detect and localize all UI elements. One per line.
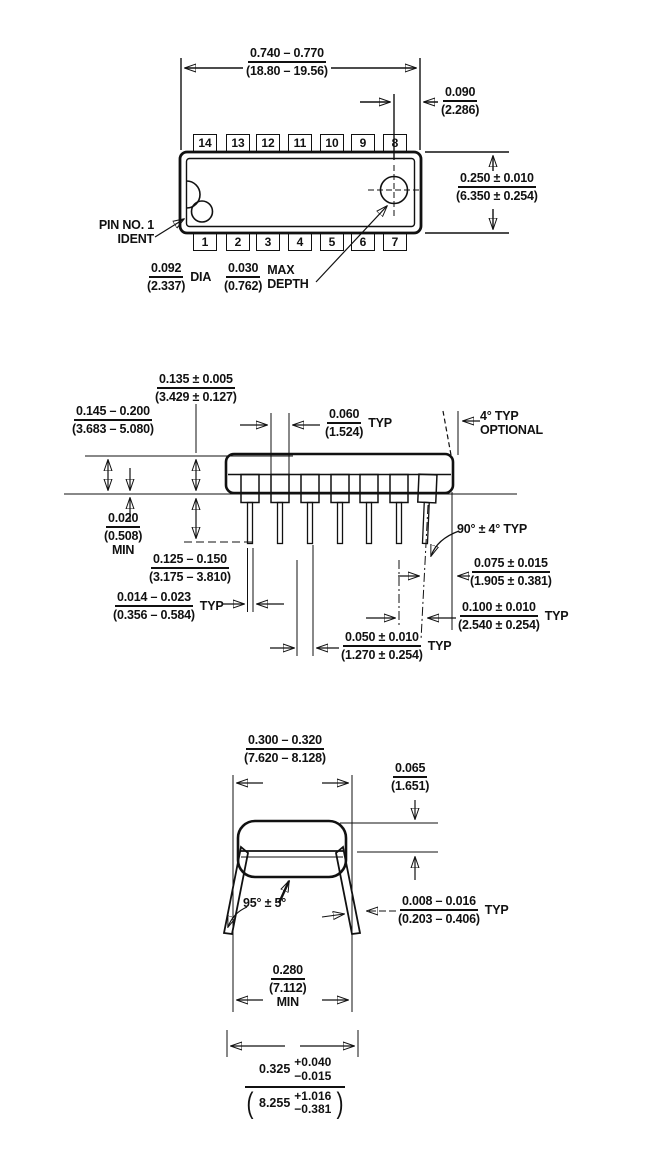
pin-11: 11 <box>288 134 312 152</box>
pin1-ident-label: PIN NO. 1 IDENT <box>98 218 154 246</box>
pin-3: 3 <box>256 233 280 251</box>
dim-lead-length: $\frac{0.125 - 0.150}{(3.175 - 3.810)}$ <box>149 552 231 584</box>
dim-lead-thickness: $\frac{0.014 - 0.023}{(0.356 - 0.584)}$ TYP <box>113 590 224 622</box>
dimple-circle <box>381 177 408 204</box>
dim-dimple-depth: $\frac{0.030}{(0.762)}$ MAX DEPTH <box>224 261 309 293</box>
dim-standoff: 0.020 (0.508) MIN <box>104 511 143 557</box>
pin-8: 8 <box>383 134 407 152</box>
pin-10: 10 <box>320 134 344 152</box>
dim-body-height: $\frac{0.145 - 0.200}{(3.683 - 5.080)}$ <box>72 404 154 436</box>
dim-seated-height: $\frac{0.135 \pm 0.005}{(3.429 \pm 0.127)}$ <box>155 372 237 404</box>
pin-4: 4 <box>288 233 312 251</box>
dim-row-spacing: 0.280 (7.112) MIN <box>266 963 310 1009</box>
side-pins <box>241 474 437 544</box>
dim-endview-width: $\frac{0.300 - 0.320}{(7.620 - 8.128)}$ <box>244 733 326 765</box>
dim-ident-dia: $\frac{0.092}{(2.337)}$ DIA <box>147 261 212 293</box>
dim-body-length: $\frac{0.740 - 0.770}{(18.80 - 19.56)}$ <box>243 46 331 78</box>
pin1-ident-circle <box>192 201 213 222</box>
pin-13: 13 <box>226 134 250 152</box>
package-body-outline <box>180 152 421 233</box>
dim-endlead-thickness: $\frac{0.008 - 0.016}{(0.203 - 0.406)}$ TYP <box>398 894 509 926</box>
dim-half-pitch: $\frac{0.050 \pm 0.010}{(1.270 \pm 0.254)}$ TYP <box>341 630 452 662</box>
pin-12: 12 <box>256 134 280 152</box>
pin-14: 14 <box>193 134 217 152</box>
dim-pin8-offset: $\frac{0.090}{(2.286)}$ <box>438 85 482 117</box>
pin-2: 2 <box>226 233 250 251</box>
pin-9: 9 <box>351 134 375 152</box>
pin-6: 6 <box>351 233 375 251</box>
dim-pitch: $\frac{0.100 \pm 0.010}{(2.540 \pm 0.254)}$ TYP <box>458 600 569 632</box>
label-splay-angle: 95° ± 5° <box>243 896 287 910</box>
dim-body-width: $\frac{0.250 \pm 0.010}{(6.350 \pm 0.254)}$ <box>453 171 541 203</box>
close-paren: ) <box>336 1086 344 1120</box>
pin-7: 7 <box>383 233 407 251</box>
label-lead-angle: 90° ± 4° TYP <box>457 522 528 536</box>
pin-5: 5 <box>320 233 344 251</box>
dim-lead-offset: $\frac{0.065}{(1.651)}$ <box>391 761 430 793</box>
dim-end-lead: $\frac{0.075 \pm 0.015}{(1.905 \pm 0.381)}$ <box>470 556 552 588</box>
end-body-outline <box>238 821 346 877</box>
open-paren: ( <box>246 1086 254 1120</box>
label-lean-angle: 4° TYP OPTIONAL <box>480 409 543 437</box>
dim-shoulder-width: $\frac{0.060}{(1.524)}$ TYP <box>325 407 392 439</box>
pin-1: 1 <box>193 233 217 251</box>
pin1-notch <box>187 181 201 208</box>
end-lead-right <box>336 847 360 934</box>
dim-lead-span: 0.325 +0.040 −0.015 ( 8.255 +1.016 −0.381 ) <box>243 1056 347 1117</box>
end-lead-left <box>224 847 248 934</box>
